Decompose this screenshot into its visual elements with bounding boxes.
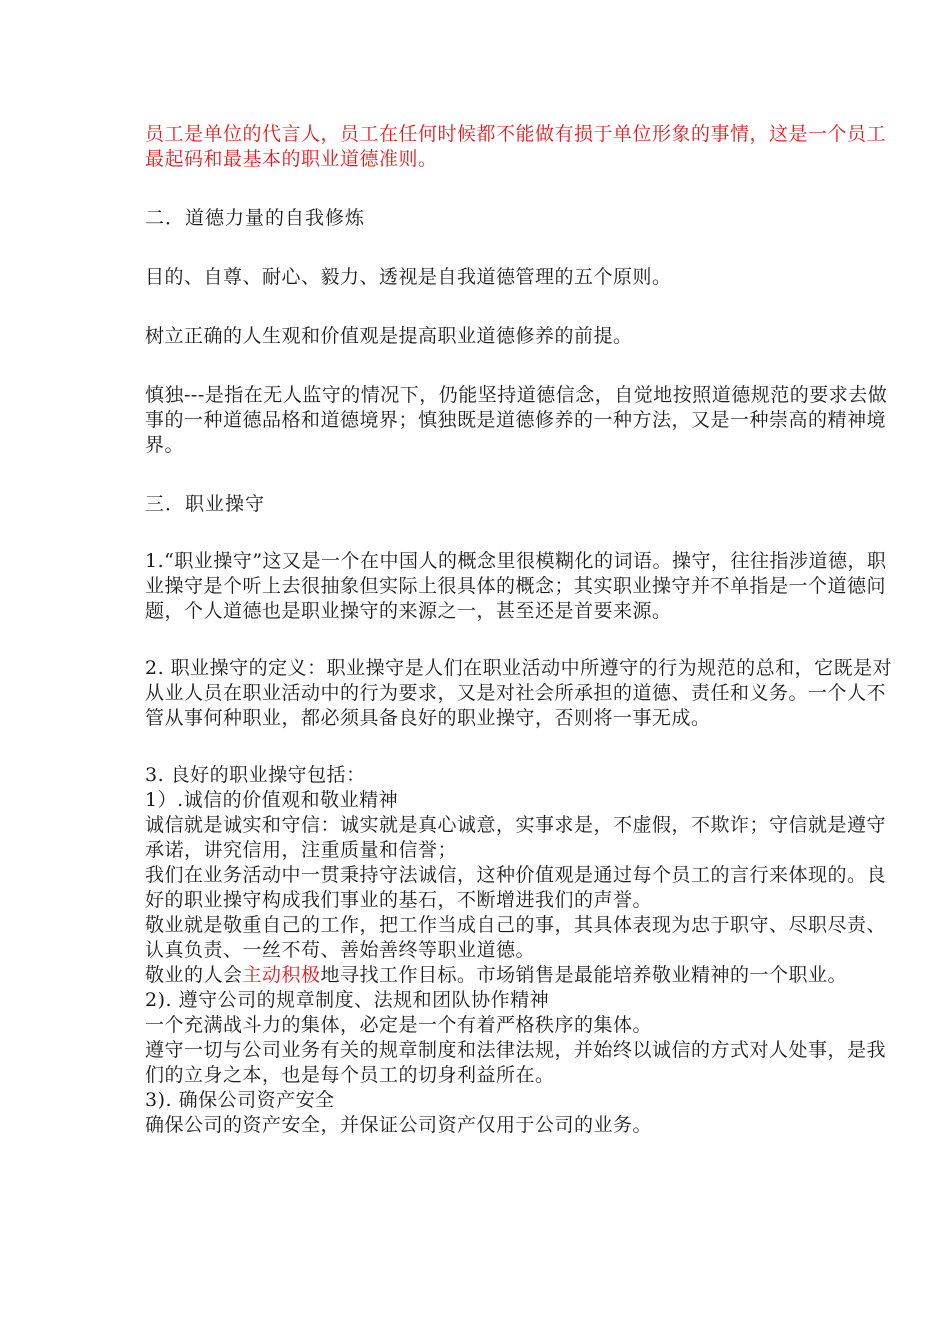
- item1-paragraph-4: [145, 963, 895, 988]
- item3-paragraph-1: 确保公司的资产安全，并保证公司资产仅用于公司的业务。: [145, 1114, 653, 1136]
- item1-paragraph-3: 敬业就是敬重自己的工作，把工作当成自己的事，其具体表现为忠于职守、尽职尽责、认真负责、一丝不苟、善始善终等职业道德。: [145, 914, 887, 961]
- section2-paragraph-3: 慎独---是指在无人监守的情况下，仍能坚持道德信念，自觉地按照道德规范的要求去做事的一种道德品格和道德境界；慎独既是道德修养的一种方法，又是一种崇高的精神境界。: [145, 384, 888, 456]
- item1-paragraph-2: 我们在业务活动中一贯秉持守法诚信，这种价值观是通过每个员工的言行来体现的。良好的职业操守构成我们事业的基石，不断增进我们的声誉。: [145, 864, 887, 911]
- section2-title: 二．道德力量的自我修炼: [145, 207, 366, 229]
- item1-p4-after: 地寻找工作目标。市场销售是最能培养敬业精神的一个职业。: [320, 964, 848, 986]
- item2-title: 2). 遵守公司的规章制度、法规和团队协作精神: [145, 989, 550, 1011]
- section3-paragraph-1: 1.“职业操守”这又是一个在中国人的概念里很模糊化的词语。操守，往往指涉道德，职业操守是个听上去很抽象但实际上很具体的概念；其实职业操守并不单指是一个道德问题，个人道德也是职业操守的来源之一，甚至还是首要来源。: [145, 550, 887, 622]
- section2-paragraph-2: 树立正确的人生观和价值观是提高职业道德修养的前提。: [145, 325, 633, 347]
- item2-paragraph-2: 遵守一切与公司业务有关的规章制度和法律法规，并始终以诚信的方式对人处事，是我们的立身之本，也是每个员工的切身利益所在。: [145, 1039, 887, 1086]
- section2-paragraph-1: 目的、自尊、耐心、毅力、透视是自我道德管理的五个原则。: [145, 266, 672, 288]
- intro-paragraph: 员工是单位的代言人，员工在任何时候都不能做有损于单位形象的事情，这是一个员工最起码和最基本的职业道德准则。: [145, 123, 887, 170]
- item1-paragraph-1: 诚信就是诚实和守信：诚实就是真心诚意，实事求是，不虚假，不欺诈；守信就是遵守承诺，讲究信用，注重质量和信誉；: [145, 814, 887, 861]
- section3-paragraph-2: 2. 职业操守的定义：职业操守是人们在职业活动中所遵守的行为规范的总和，它既是对从业人员在职业活动中的行为要求，又是对社会所承担的道德、责任和义务。一个人不管从事何种职业，都必须具备良好的职业操守，否则将一事无成。: [145, 657, 893, 729]
- item1-title: 1）.诚信的价值观和敬业精神: [145, 789, 399, 811]
- section3-subtitle: 3. 良好的职业操守包括：: [145, 764, 366, 786]
- item1-p4-before: 敬业的人会: [145, 964, 243, 986]
- item2-paragraph-1: 一个充满战斗力的集体，必定是一个有着严格秩序的集体。: [145, 1014, 653, 1036]
- item3-title: 3). 确保公司资产安全: [145, 1089, 335, 1111]
- section3-title: 三．职业操守: [145, 493, 266, 515]
- document-page: [145, 122, 895, 1138]
- emphasis-text: 主动积极: [242, 964, 321, 986]
